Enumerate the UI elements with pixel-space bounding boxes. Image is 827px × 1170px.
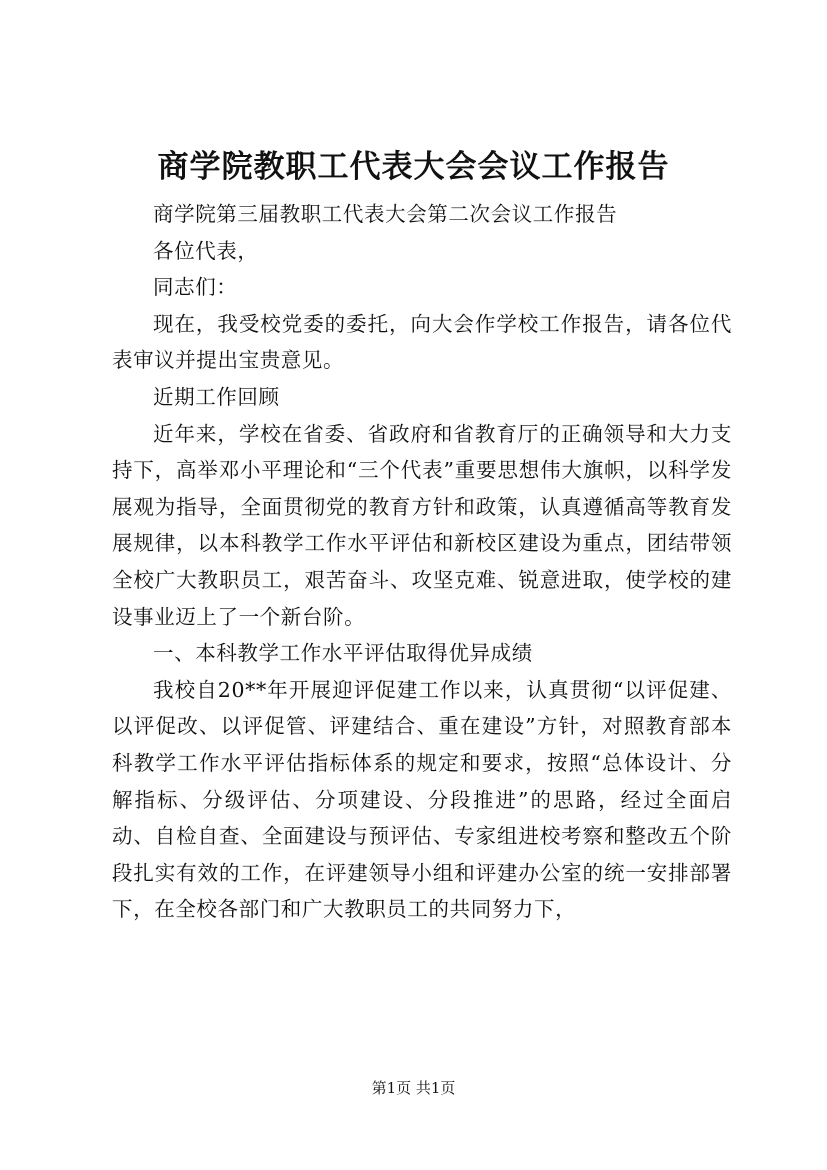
- body-paragraph: 现在，我受校党委的委托，向大会作学校工作报告，请各位代表审议并提出宝贵意见。: [112, 311, 732, 373]
- body-paragraph: 我校自20**年开展迎评促建工作以来，认真贯彻“以评促建、以评促改、以评促管、评建结合、重在建设”方针，对照教育部本科教学工作水平评估指标体系的规定和要求，按照“总体设计、分解指标、分级评估、分项建设、分段推进”的思路，经过全面启动、自检自查、全面建设与预评估、专家组进校考察和整改五个阶段扎实有效的工作，在评建领导小组和评建办公室的统一安排部署下，在全校各部门和广大教职员工的共同努力下，: [112, 677, 732, 922]
- body-paragraph: 近年来，学校在省委、省政府和省教育厅的正确领导和大力支持下，高举邓小平理论和“三个代表”重要思想伟大旗帜，以科学发展观为指导，全面贯彻党的教育方针和政策，认真遵循高等教育发展规律，以本科教学工作水平评估和新校区建设为重点，团结带领全校广大教职员工，艰苦奋斗、攻坚克难、锐意进取，使学校的建设事业迈上了一个新台阶。: [112, 421, 732, 629]
- salutation-paragraph: 各位代表，: [153, 238, 259, 263]
- section-heading: 近期工作回顾: [153, 384, 280, 409]
- subtitle-paragraph: 商学院第三届教职工代表大会第二次会议工作报告: [153, 202, 618, 226]
- document-title: 商学院教职工代表大会会议工作报告: [157, 149, 670, 185]
- section-heading: 一、本科教学工作水平评估取得优异成绩: [153, 641, 533, 666]
- salutation-paragraph: 同志们：: [153, 275, 238, 300]
- page-footer: 第1页 共1页: [371, 1079, 456, 1097]
- document-body: [112, 196, 732, 928]
